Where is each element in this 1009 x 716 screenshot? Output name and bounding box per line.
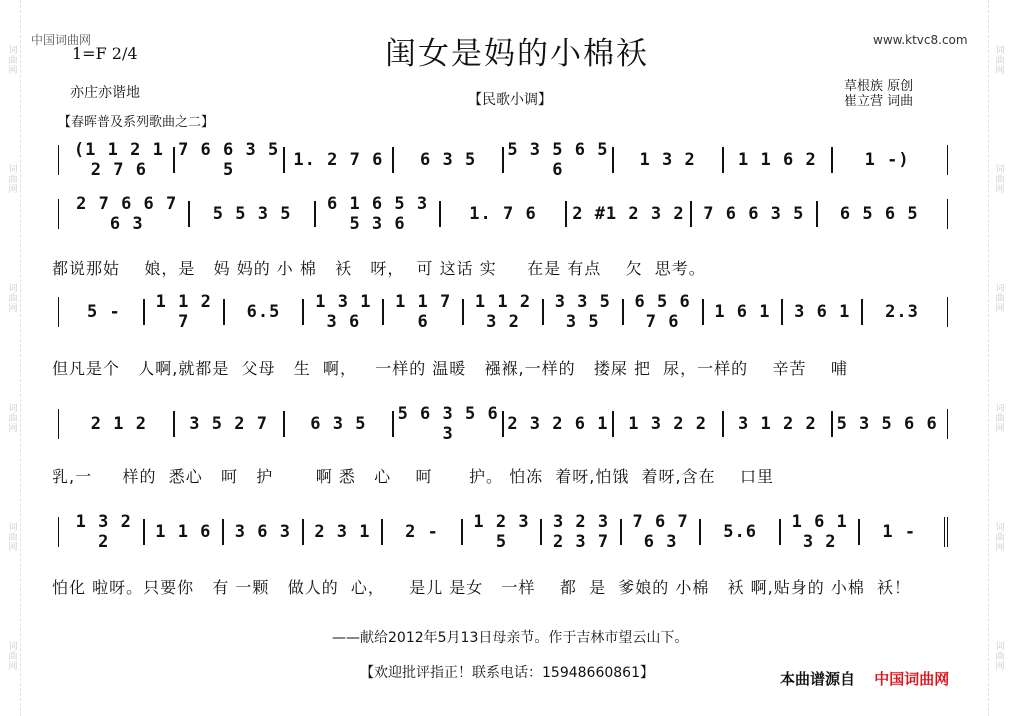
measure: 2 #1 2 3 2 <box>572 204 685 224</box>
source-credit <box>780 668 949 689</box>
measure: 1 2 3 5 <box>473 512 530 552</box>
notation-row <box>58 140 948 180</box>
lyrics-row: 乳,一 样的 悉心 呵 护 啊 悉 心 呵 护。 怕冻 着呀,怕饿 着呀,含在 口里 <box>52 467 774 486</box>
source-brand-link[interactable]: 中国词曲网 <box>874 670 950 688</box>
site-name-left: 中国词曲网 <box>31 33 92 47</box>
measure: 7 6 7 6 3 <box>632 512 689 552</box>
watermark-text: 词曲网 <box>6 44 17 75</box>
measure: 1 -) <box>864 150 910 170</box>
measure: 1 1 2 3 2 <box>474 292 532 332</box>
watermark-text: 词曲网 <box>993 163 1004 194</box>
notation-row <box>58 512 948 552</box>
measure: 1 1 6 2 <box>738 150 817 170</box>
measure: 3 3 5 3 5 <box>554 292 611 332</box>
measure: 6 1 6 5 3 5 3 6 <box>326 194 429 234</box>
right-watermark-strip <box>988 0 1007 716</box>
credits <box>844 79 913 109</box>
measure: 3 2 3 2 3 7 <box>552 512 610 552</box>
credit-lyrics: 草根族 原创 <box>844 79 914 94</box>
measure: 6.5 <box>246 302 281 322</box>
watermark-text: 词曲网 <box>993 44 1004 75</box>
measure: 5 6 3 5 6 3 <box>397 404 499 444</box>
watermark-text: 词曲网 <box>993 641 1004 672</box>
measure: 5 3 5 6 5 6 <box>507 140 609 180</box>
measure: 7 6 6 3 5 5 <box>178 140 280 180</box>
measure: 6 5 6 7 6 <box>634 292 691 332</box>
measure: 1 6 1 3 2 <box>791 512 848 552</box>
measure: 1 1 2 7 <box>155 292 212 332</box>
measure: 2 1 2 <box>90 414 147 434</box>
left-watermark-strip <box>2 0 21 716</box>
site-url[interactable]: www.ktvc8.com <box>873 33 968 47</box>
measure: 5 3 5 6 6 <box>836 414 938 434</box>
watermark-text: 词曲网 <box>6 402 17 433</box>
watermark-text: 词曲网 <box>993 521 1004 552</box>
lyrics-row: 都说那姑 娘，是 妈 妈的 小 棉 袄 呀， 可 这话 实 在是 有点 欠 思考。 <box>52 259 706 278</box>
measure: 1 3 2 2 <box>75 512 132 552</box>
lyrics-row: 怕化 啦呀。只要你 有 一颗 做人的 心， 是儿 是女 一样 都 是 爹娘的 小棉 袄 啊,贴身的 小棉 袄！ <box>52 578 912 597</box>
notation-row <box>58 404 948 444</box>
measure: 2 - <box>405 522 439 542</box>
song-title: 闺女是妈的小棉袄 <box>385 36 649 72</box>
watermark-text: 词曲网 <box>6 521 17 552</box>
watermark-text: 词曲网 <box>993 283 1004 314</box>
notation-row <box>58 194 948 234</box>
measure: 3 5 2 7 <box>189 414 268 434</box>
measure: 3 6 3 <box>234 522 291 542</box>
source-label: 本曲谱源自 <box>780 670 856 688</box>
measure: 1. 7 6 <box>469 204 537 224</box>
measure: 1 1 6 <box>155 522 212 542</box>
measure: 6 3 5 <box>310 414 367 434</box>
measure: 2 3 2 6 1 <box>507 414 609 434</box>
measure: 1. 2 7 6 <box>293 150 384 170</box>
measure: 6 3 5 <box>420 150 477 170</box>
measure: 5 5 3 5 <box>212 204 292 224</box>
measure: 1 3 2 <box>639 150 696 170</box>
measure: 6 5 6 5 <box>839 204 919 224</box>
watermark-text: 词曲网 <box>6 283 17 314</box>
measure: 1 - <box>882 522 917 542</box>
measure: 2 7 6 6 7 6 3 <box>76 194 178 234</box>
notation-row <box>58 292 948 332</box>
measure: 7 6 6 3 5 <box>703 204 805 224</box>
measure: 1 1 7 6 <box>395 292 452 332</box>
measure: 3 1 2 2 <box>738 414 817 434</box>
measure: 5 - <box>87 302 121 322</box>
watermark-text: 词曲网 <box>993 402 1004 433</box>
measure: 2 3 1 <box>314 522 371 542</box>
watermark-text: 词曲网 <box>6 163 17 194</box>
measure: 5.6 <box>723 522 757 542</box>
key-signature: 1=F 2/4 <box>72 44 138 63</box>
measure: 1 6 1 <box>714 302 771 322</box>
lyrics-row: 但凡是个 人啊,就都是 父母 生 啊， 一样的 温暖 襁褓,一样的 搂屎 把 尿，一样的 辛苦 哺 <box>52 359 848 378</box>
measure: (1 1 2 1 2 7 6 <box>73 140 164 180</box>
measure: 2.3 <box>885 302 919 322</box>
credit-music: 崔立营 词曲 <box>844 94 914 109</box>
measure: 3 6 1 <box>794 302 851 322</box>
genre-label: 【民歌小调】 <box>468 92 552 108</box>
series-label: 【春晖普及系列歌曲之二】 <box>58 115 215 130</box>
dedication-note: ——献给2012年5月13日母亲节。作于吉林市望云山下。 <box>332 630 689 646</box>
measure: 1 3 2 2 <box>628 414 707 434</box>
measure: 1 3 1 3 6 <box>315 292 372 332</box>
contact-info: 【欢迎批评指正！联系电话：15948660861】 <box>360 665 654 681</box>
watermark-text: 词曲网 <box>6 641 17 672</box>
performance-style: 亦庄亦谐地 <box>70 85 140 101</box>
